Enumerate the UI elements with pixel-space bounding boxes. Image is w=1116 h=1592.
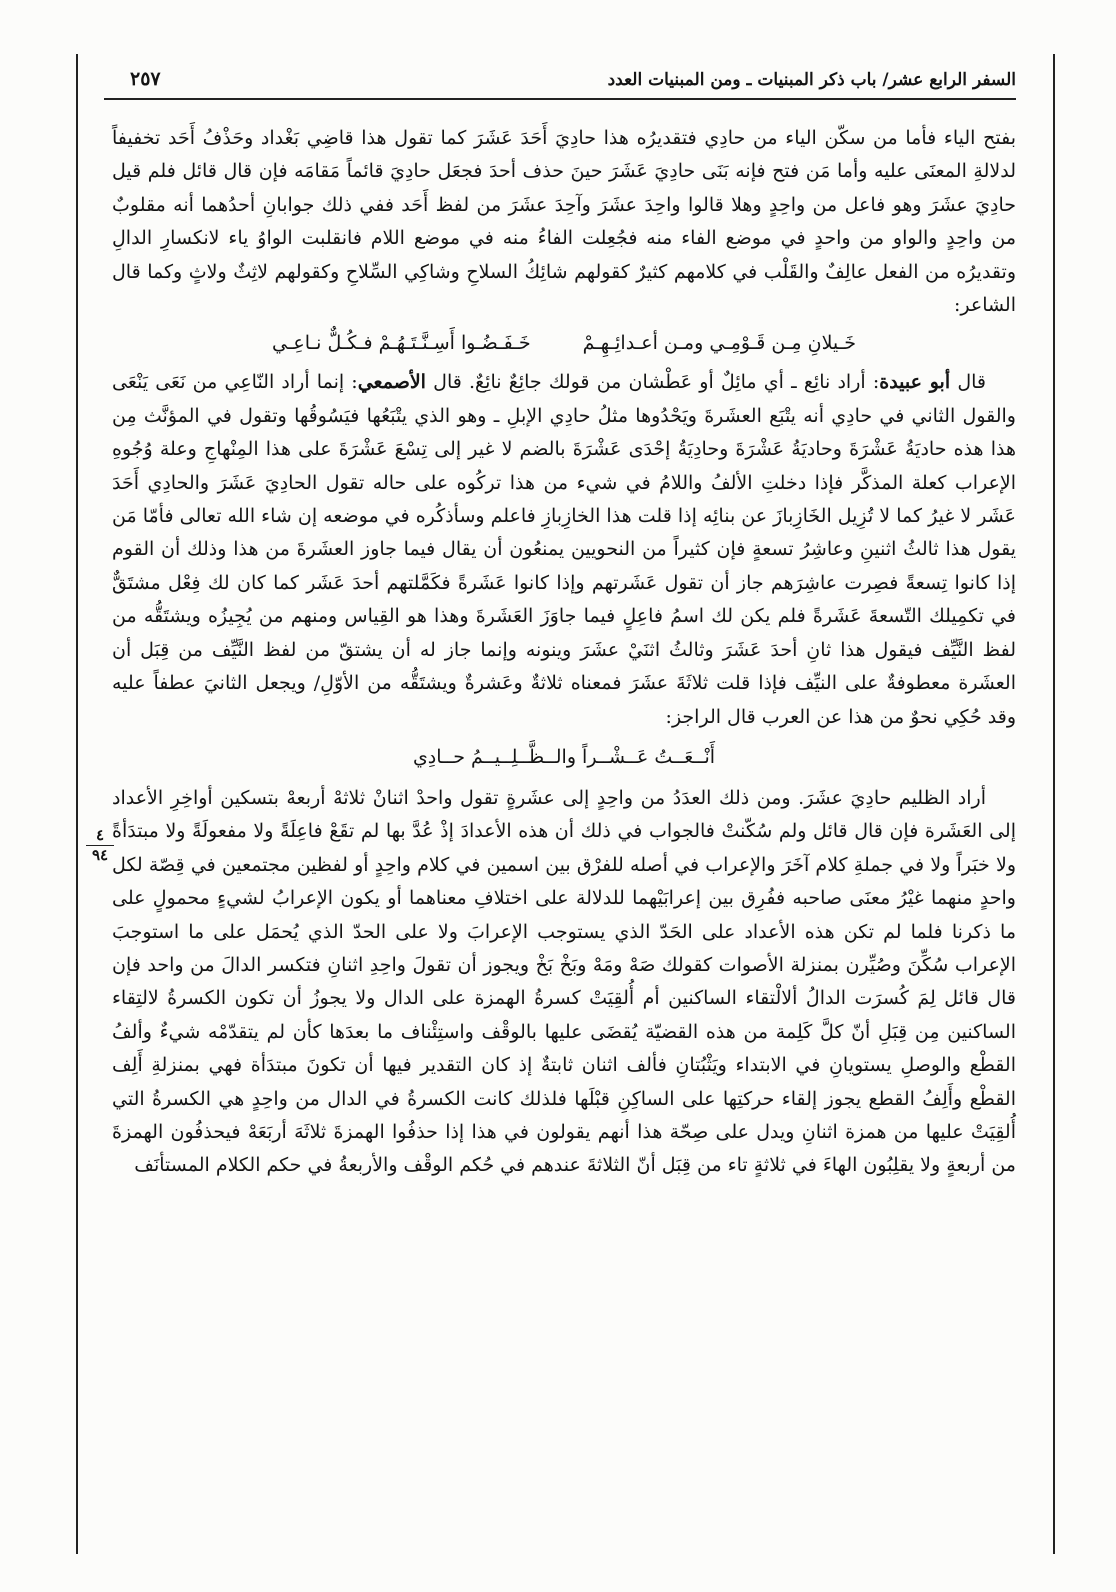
- scholar-name-abu-ubayda: أبو عبيدة: [879, 371, 951, 394]
- verse-1-hemistich-left: خَـفَـضُـوا أَسِـنَّـتَـهُـمْ فـكُـلٌّ نـاعِـي: [272, 332, 531, 355]
- paragraph-2-rest: : إنما أراد النّاعِي من نَعَى يَنْعَى والقول الثاني في حادِي أنه يتْبَع العشَرةَ ويَحْدُوها مثلُ حادِي الإبلِ ـ وهو الذي يتْبَعُها فيَسُوقُها وتقول في المؤنَّث مِن هذا هذه حاديَةُ عَشْرَةَ وحاديَةُ عَشْرَةَ وحادِيَةُ إحْدَى عَشْرَةَ بالضم لا غير إلى تِسْعَ عَشْرَةَ على هذا المِنْهاجِ وعلة وُجُوهِ الإعراب كعلة المذكَّر فإذا دخلتِ الألفُ واللامُ في شيء من هذا تركُوه على حاله تقول الحادِيَ عَشَرَ والحادِي أَحَدَ عَشَر لا غيرُ كما لا تُزِيل الخَازِبازَ عن بنائِه إذا قلت هذا الخازِبازِ فاعلم وسأذكُره في موضعه إن شاء الله تعالى فأمّا مَن يقول هذا ثالثُ اثنينِ وعاشِرُ تسعةٍ فإن كثيراً من النحويين يمنعُون أن يقال فيما جاوز العشَرةَ من هذا وذلك أن القوم إذا كانوا تِسعةً فصِرت عاشِرَهم جاز أن تقول عَشَرتهم وإذا كانوا عَشَرةً فكَمَّلتهم أحدَ عَشَر كما كان لك فِعْل مشتَقٌّ في تكمِيلك التّسعةَ عَشَرةً فلم يكن لك اسمُ فاعِلٍ فيما جاوَزَ العَشَرةَ وهذا هو القِياس ومنهم من يُجِيزُه ويشتَقُّه من لفظ النَّيِّف فيقول هذا ثانِ أحدَ عَشَرَ وثالثُ اثنَيْ عشَرَ وينونه وإنما جاز له أن يشتقّ من لفظ النَّيِّف من قِبَل أن العشَرة معطوفةٌ على النيِّف فإذا قلت ثلاثَةَ عشَرَ فمعناه ثلاثةٌ وعَشرةٌ ويشتَقُّه من الأوّلِ/ ويجعل الثانيَ عطفاً عليه وقد حُكِي نحوٌ من هذا عن العرب قال الراجز:: [112, 371, 1016, 728]
- margin-note-bottom: ٩٤: [91, 846, 109, 864]
- poetry-verse-1: [112, 328, 1016, 358]
- page-number: ٢٥٧: [130, 68, 161, 90]
- verse-2-text: أَنْــعَــتُ عَــشْــراً والــظَّــلِــيــمُ حــادِي: [412, 745, 716, 768]
- margin-note-top: ٤: [95, 826, 105, 844]
- scholar-name-asmai: الأصمعي: [357, 371, 426, 394]
- paragraph-3: أراد الظليم حادِيَ عشَرَ. ومن ذلك العدَدُ من واحِدٍ إلى عشَرةٍ تقول واحدْ اثنانْ ثلاثهْ أربعهْ بتسكين أواخِرِ الأعداد إلى العَشَرة فإن قال قائل ولم سُكّنتْ فالجواب في ذلك أن هذه الأعدادَ إذْ عُدَّ بها لم تقَعْ فاعِلَةً ولا مفعولَةً ولا مبتدَأةً ولا خبَراً ولا في جملةِ كلام آخَرَ والإعراب في أصله للفرْق بين اسمين في كلام واحِدٍ أو لفظين مجتمعين في قِصّة لكل واحدٍ منهما غيْرُ معنَى صاحبه ففُرِق بين إعرابَيْهما للدلالة على اختلافِ معناهما أو يكون الإعرابُ لشيءٍ محمولٍ على ما ذكرنا فلما لم تكن هذه الأعداد على الحَدّ الذي يستوجب الإعرابَ ولا على الحدّ الذي يُحمَل على ما استوجبَ الإعراب سُكِّنَ وصُيِّرن بمنزلة الأصوات كقولك صَهْ ومَهْ وبَخْ بَخْ ويجوز أن تقولَ واحِدِ اثنانِ فتكسر الدالَ من واحد فإن قال قائل لِمَ كُسرَت الدالُ ألالْتقاء الساكنين أم أُلقِيَتْ كسرةُ الهمزة على الدال ولا يجوزُ أن تكون الكسرةُ لالتِقاء الساكنين مِن قِبَلِ أنّ كلَّ كَلِمة من هذه القضيّة يُقضَى عليها بالوقْف واستِئْناف ما بعدَها كأن لم يتقدّمْه شيءٌ وألفُ القطْع والوصلِ يستويانِ في الابتداء ويَثْبُتانِ فألف اثنان ثابتةٌ إذ كان التقدير فيها أن تكونَ مبتدَأة فهي بمنزلةِ أَلِف القطْع وأَلِفُ القطع يجوز إلقاء حركتِها على الساكِنِ قبْلَها فلذلك كانت الكسرةُ في الدال من واحِدٍ هي الكسرةُ التي أُلقِيَتْ عليها من همزة اثنانِ ويدل على صِحّة هذا أنهم يقولون في هذا إذا حذفُوا الهمزةَ ثلاثَهَ أربَعَهْ فيحذفُون الهمزةَ من أربعةٍ ولا يقلِبُون الهاءَ في ثلاثةٍ تاء من قِبَل أنّ الثلاثةَ عندهم في حُكم الوقْف والأربعةُ في حكم الكلام المستأنَف: [112, 786, 1016, 1177]
- running-header: [112, 64, 1016, 98]
- poetry-verse-2: [112, 742, 1016, 772]
- paragraph-2: [112, 366, 1016, 733]
- paragraph-2-mid: : أراد نائِع ـ أي مائِلٌ أو عَطْشان من قولك جائِعٌ نائِعٌ. قال: [433, 371, 880, 394]
- paragraph-2-lead: قال: [957, 371, 986, 394]
- paragraph-1: بفتح الياء فأما من سكّن الياء من حادِي فتقديرُه هذا حادِيَ أَحَدَ عَشَرَ كما تقول هذا قاضِي بَغْداد وحَذْفُ أَحَد تخفيفاً لدلالةِ المعنَى عليه وأما مَن فتح فإنه بَنَى حادِيَ عَشَرَ حينَ حذف أحدَ فجعَل حادِيَ قائماً مَقامَه فإن قال قائل فلم قيل حادِيَ عشَرَ وهو فاعل من واحِدٍ وهلا قالوا واحِدَ عشَرَ وآحِدَ عشَرَ من لفظ أَحَد ففي ذلك جوابانِ أحدُهما أنه مقلوبٌ من واحِدٍ والواو من واحدٍ في موضع الفاء منه فجُعِلت الفاءُ منه في موضع اللام فانقلبت الواوُ ياء لانكسارِ الدالِ وتقديرُه من الفعل عالِفٌ والقَلْب في كلامهم كثيرٌ كقولهم شائِكُ السلاحِ وشاكِي السِّلاحِ وكقولهم لاثِثٌ ولاثٍ وكما قال الشاعر:: [112, 127, 1016, 317]
- header-divider: [104, 98, 1016, 100]
- main-text: [112, 122, 1016, 1542]
- verse-1-hemistich-right: خَـيلانِ مِـن قَـوْمِـي ومـن أعـدائِـهِـمْ: [582, 332, 856, 355]
- header-title: السفر الرابع عشر/ باب ذكر المبنيات ـ ومن المبنيات العدد: [607, 70, 1016, 90]
